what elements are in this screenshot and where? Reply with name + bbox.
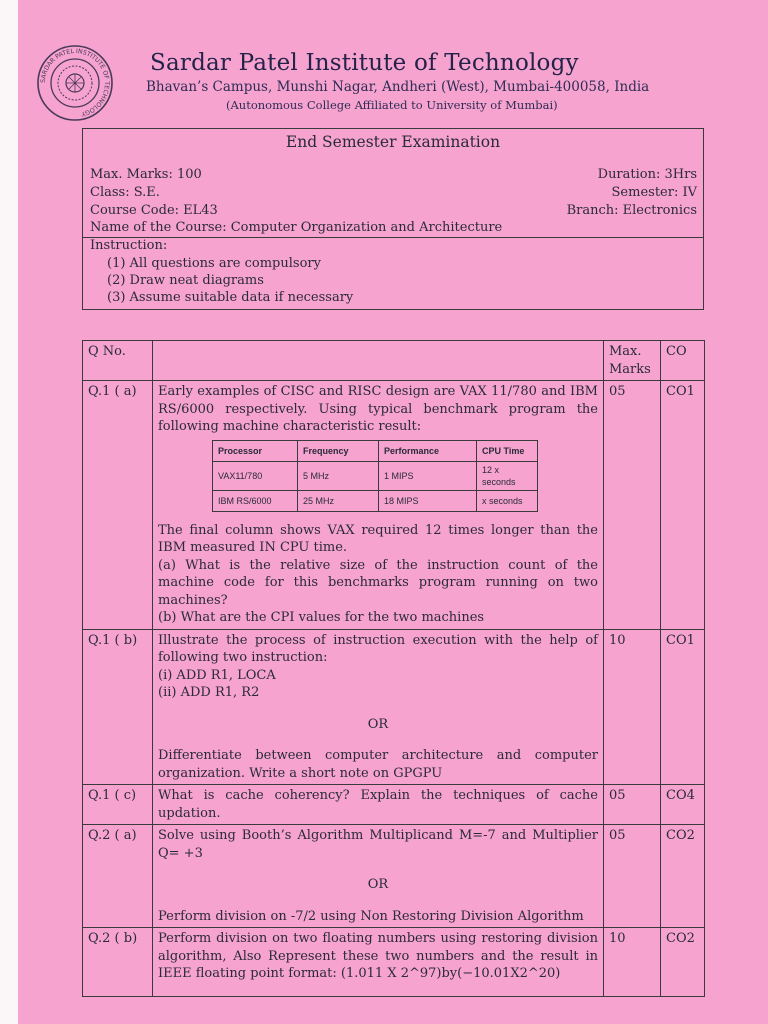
branch: Branch: Electronics [566,203,697,218]
question-marks: 10 [604,928,661,997]
question-item: (ii) ADD R1, R2 [158,685,260,700]
exam-info-box [82,128,704,310]
question-co: CO4 [661,785,705,825]
semester: Semester: IV [611,185,697,200]
instruction-heading: Instruction: [90,238,168,253]
question-paragraph: Solve using Booth’s Algorithm Multiplicand M=-7 and Multiplier Q= +3 [158,828,598,861]
bench-cell: 1 MIPS [379,461,477,490]
question-paragraph: What is cache coherency? Explain the techniques of cache updation. [158,788,598,821]
question-number: Q.1 ( c) [83,785,153,825]
question-paragraph: Perform division on -7/2 using Non Restoring Division Algorithm [158,908,584,924]
question-paragraph: (a) What is the relative size of the instruction count of the machine code for this benchmarks program running on two machines? [158,557,598,608]
svg-text:SARDAR PATEL INSTITUTE OF TECH: SARDAR PATEL INSTITUTE OF TECHNOLOGY [39,47,111,118]
scan-edge [0,0,18,1024]
or-separator: OR [367,716,389,732]
bench-header: Performance [379,440,477,461]
question-text [153,629,604,785]
benchmark-table [212,440,538,512]
question-co: CO1 [661,629,705,785]
bench-cell: 18 MIPS [379,490,477,511]
table-header-row [83,341,705,381]
class: Class: S.E. [90,185,160,200]
bench-cell: 12 x seconds [477,461,538,490]
benchmark-header-row [213,440,538,461]
table-row [83,928,705,997]
co-header: CO [661,341,705,381]
question-text [153,381,604,630]
instruction-item: (1) All questions are compulsory [107,256,321,271]
question-marks: 10 [604,629,661,785]
table-row [83,629,705,785]
table-row [83,381,705,630]
exam-title: End Semester Examination [285,133,501,151]
institute-address: Bhavan’s Campus, Munshi Nagar, Andheri (West), Mumbai-400058, India [146,79,650,95]
bench-header: Frequency [298,440,379,461]
question-number: Q.2 ( b) [83,928,153,997]
question-number: Q.1 ( b) [83,629,153,785]
bench-cell: x seconds [477,490,538,511]
or-separator: OR [367,877,389,892]
question-paragraph: Perform division on two floating numbers using restoring division algorithm, Also Represent these two numbers and the result in IEEE floating point format: (1.011 X 2^97)by(−10.01X2^20) [158,931,598,981]
question-text [153,785,604,825]
questions-table [82,340,705,997]
question-co: CO2 [661,825,705,928]
question-marks: 05 [604,825,661,928]
course-name: Name of the Course: Computer Organization and Architecture [90,220,503,235]
question-text [153,825,604,928]
bench-cell: 25 MHz [298,490,379,511]
question-paragraph: Differentiate between computer architecture and computer organization. Write a short note on GPGPU [158,748,598,781]
qno-header: Q No. [83,341,153,381]
bench-header: Processor [213,440,298,461]
bench-cell: VAX11/780 [213,461,298,490]
info-divider [83,237,703,238]
course-code: Course Code: EL43 [90,203,218,218]
question-text [153,928,604,997]
question-number: Q.2 ( a) [83,825,153,928]
question-co: CO2 [661,928,705,997]
bench-header: CPU Time [477,440,538,461]
question-number: Q.1 ( a) [83,381,153,630]
max-marks: Max. Marks: 100 [90,167,202,182]
question-marks: 05 [604,785,661,825]
question-item: (i) ADD R1, LOCA [158,667,276,683]
institute-seal-logo [36,44,114,122]
instruction-item: (3) Assume suitable data if necessary [107,290,354,305]
question-co: CO1 [661,381,705,630]
question-paragraph: Illustrate the process of instruction execution with the help of following two instruction: [158,632,598,665]
institute-affiliation: (Autonomous College Affiliated to University of Mumbai) [226,98,558,112]
marks-header: Max. Marks [604,341,661,381]
question-paragraph: (b) What are the CPI values for the two machines [158,610,485,625]
question-header [153,341,604,381]
bench-cell: IBM RS/6000 [213,490,298,511]
benchmark-row [213,461,538,490]
bench-cell: 5 MHz [298,461,379,490]
table-row [83,825,705,928]
question-intro: Early examples of CISC and RISC design are VAX 11/780 and IBM RS/6000 respectively. Using typical benchmark program the following machine characteristic result: [158,384,598,434]
question-marks: 05 [604,381,661,630]
benchmark-row [213,490,538,511]
question-paragraph: The final column shows VAX required 12 times longer than the IBM measured IN CPU time. [158,522,598,555]
instruction-item: (2) Draw neat diagrams [107,273,264,288]
institute-name: Sardar Patel Institute of Technology [150,50,579,76]
table-row [83,785,705,825]
duration: Duration: 3Hrs [597,167,697,182]
